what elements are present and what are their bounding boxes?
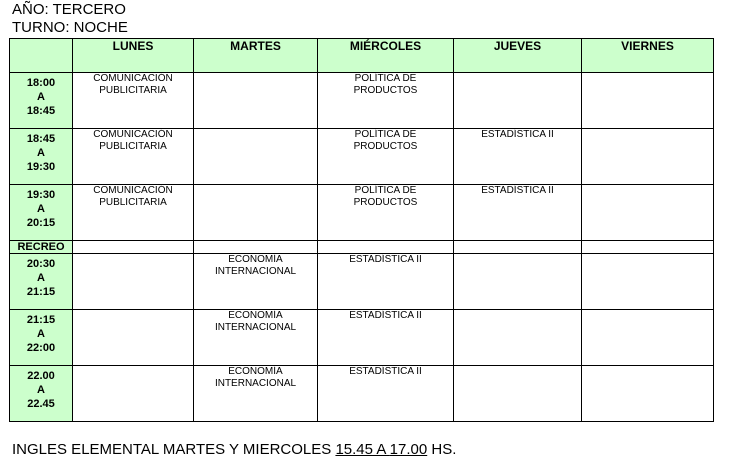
subject-name-line: PUBLICITARIA — [99, 85, 167, 96]
class-cell-monday — [73, 310, 194, 366]
subject-name-line: ESTADÍSTICA II — [349, 310, 422, 321]
subject-name-line: INTERNACIONAL — [214, 266, 297, 277]
class-cell-thursday — [454, 129, 582, 185]
subject-name-line: ESTADÍSTICA II — [349, 366, 422, 377]
time-start: 19:30 — [26, 189, 56, 201]
time-range — [10, 73, 72, 118]
time-separator: A — [37, 203, 45, 215]
time-separator: A — [37, 384, 45, 396]
subject-name-line: PRODUCTOS — [353, 197, 418, 208]
subject-name-line: POLÍTICA DE — [354, 73, 417, 84]
class-cell-thursday — [454, 73, 582, 129]
time-slot-label — [10, 129, 73, 185]
note-prefix: INGLES ELEMENTAL MARTES Y MIERCOLES — [12, 441, 336, 458]
break-cell-wednesday — [318, 241, 454, 254]
time-start: 18:45 — [26, 133, 56, 145]
time-separator: A — [37, 147, 45, 159]
subject-name-line: POLÍTICA DE — [354, 129, 417, 140]
time-range — [10, 129, 72, 174]
class-cell-friday — [582, 73, 714, 129]
time-start: 22.00 — [27, 370, 55, 382]
subject-name-line: PRODUCTOS — [353, 85, 418, 96]
class-cell-tuesday — [194, 73, 318, 129]
time-range — [10, 185, 72, 230]
time-slot-label — [10, 185, 73, 241]
subject-name-line: ECONOMÍA — [228, 254, 283, 265]
class-cell-monday — [73, 366, 194, 422]
break-label: RECREO — [10, 241, 73, 254]
class-cell-friday — [582, 185, 714, 241]
subject-name-line: ESTADÍSTICA II — [481, 129, 554, 140]
break-cell-monday — [73, 241, 194, 254]
time-range — [10, 254, 72, 299]
break-cell-thursday — [454, 241, 582, 254]
subject-name-line: ECONOMÍA — [228, 366, 283, 377]
break-cell-friday — [582, 241, 714, 254]
time-end: 18:45 — [26, 105, 56, 117]
english-class-note — [12, 441, 456, 459]
class-cell-friday — [582, 254, 714, 310]
schedule-table — [9, 38, 714, 422]
subject-name-line: ECONOMÍA — [228, 310, 283, 321]
time-slot-label — [10, 366, 73, 422]
subject-name-line: COMUNICACIÓN — [93, 73, 173, 84]
note-separator: A — [372, 441, 390, 458]
time-range — [10, 310, 72, 355]
subject-name-line: COMUNICACIÓN — [93, 129, 173, 140]
day-header-thursday: JUEVES — [454, 39, 582, 73]
class-cell-tuesday — [194, 185, 318, 241]
time-end: 22.45 — [27, 398, 55, 410]
subject-name-line: ESTADÍSTICA II — [481, 185, 554, 196]
day-header-tuesday: MARTES — [194, 39, 318, 73]
subject-name-line: ESTADÍSTICA II — [349, 254, 422, 265]
corner-cell — [10, 39, 73, 73]
note-suffix: HS. — [427, 441, 457, 458]
shift-label: TURNO: NOCHE — [12, 19, 128, 36]
note-end-time: 17.00 — [389, 441, 428, 458]
class-cell-friday — [582, 366, 714, 422]
time-slot-row — [10, 254, 714, 310]
class-cell-thursday — [454, 366, 582, 422]
time-separator: A — [37, 328, 45, 340]
time-start: 20:30 — [26, 258, 56, 270]
time-end: 20:15 — [26, 217, 56, 229]
break-row — [10, 241, 714, 254]
class-cell-wednesday — [318, 254, 454, 310]
time-end: 21:15 — [26, 286, 56, 298]
class-cell-monday — [73, 254, 194, 310]
subject-name-line: PRODUCTOS — [353, 141, 418, 152]
time-slot-label — [10, 73, 73, 129]
class-cell-tuesday — [194, 129, 318, 185]
time-slot-row — [10, 366, 714, 422]
subject-name-line: COMUNICACIÓN — [93, 185, 173, 196]
class-cell-monday — [73, 129, 194, 185]
class-cell-thursday — [454, 254, 582, 310]
class-cell-tuesday — [194, 254, 318, 310]
class-cell-wednesday — [318, 310, 454, 366]
class-cell-monday — [73, 185, 194, 241]
time-slot-row — [10, 185, 714, 241]
time-start: 18:00 — [26, 77, 56, 89]
time-end: 22:00 — [26, 342, 56, 354]
class-cell-wednesday — [318, 366, 454, 422]
note-start-time: 15.45 — [335, 441, 373, 458]
class-cell-thursday — [454, 185, 582, 241]
day-header-monday: LUNES — [73, 39, 194, 73]
time-start: 21:15 — [26, 314, 56, 326]
subject-name-line: INTERNACIONAL — [214, 378, 297, 389]
time-slot-label — [10, 310, 73, 366]
class-cell-wednesday — [318, 73, 454, 129]
class-cell-tuesday — [194, 366, 318, 422]
break-cell-tuesday — [194, 241, 318, 254]
subject-name-line: PUBLICITARIA — [99, 197, 167, 208]
year-label: AÑO: TERCERO — [12, 1, 126, 18]
class-cell-friday — [582, 129, 714, 185]
subject-name-line: INTERNACIONAL — [214, 322, 297, 333]
subject-name-line: POLÍTICA DE — [354, 185, 417, 196]
class-cell-tuesday — [194, 310, 318, 366]
class-cell-wednesday — [318, 129, 454, 185]
time-slot-row — [10, 73, 714, 129]
time-slot-label — [10, 254, 73, 310]
day-header-friday: VIERNES — [582, 39, 714, 73]
class-cell-friday — [582, 310, 714, 366]
days-header-row — [10, 39, 714, 73]
class-cell-thursday — [454, 310, 582, 366]
class-cell-wednesday — [318, 185, 454, 241]
time-range — [10, 366, 72, 411]
subject-name-line: PUBLICITARIA — [99, 141, 167, 152]
time-separator: A — [37, 91, 45, 103]
time-end: 19:30 — [26, 161, 56, 173]
day-header-wednesday: MIÉRCOLES — [318, 39, 454, 73]
time-separator: A — [37, 272, 45, 284]
time-slot-row — [10, 310, 714, 366]
class-cell-monday — [73, 73, 194, 129]
time-slot-row — [10, 129, 714, 185]
